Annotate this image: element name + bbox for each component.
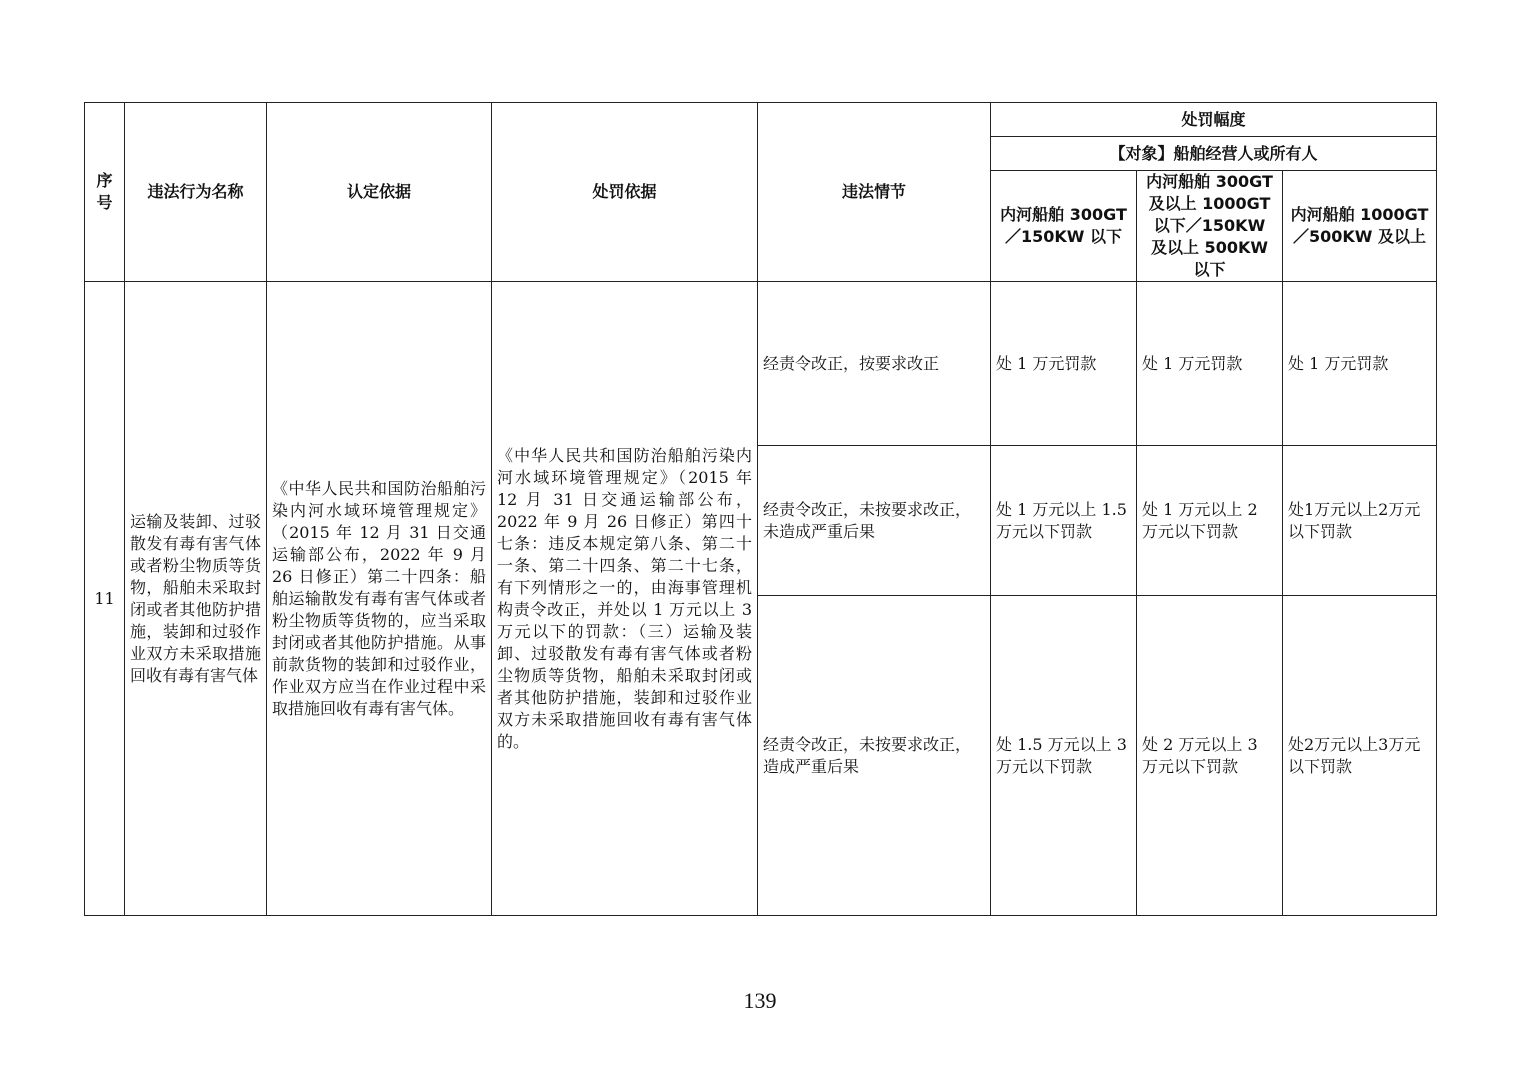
penalty-small-3: 处 1.5 万元以上 3 万元以下罚款 xyxy=(991,596,1137,916)
row-seq: 11 xyxy=(85,282,125,916)
circumstance-1: 经责令改正，按要求改正 xyxy=(758,282,991,446)
row-basis-penalty: 《中华人民共和国防治船舶污染内河水域环境管理规定》（2015 年 12 月 31 日交通运输部公布，2022 年 9 月 26 日修正）第四十七条：违反本规定第八条、第二十一条、第二十四条、第二十七条，有下列情形之一的，由海事管理机构责令改正，并处以 1 万元以上 3 万元以下的罚款：（三）运输及装卸、过驳散发有毒有害气体或者粉尘物质等货物，船舶未采取封闭或者其他防护措施，装卸和过驳作业双方未采取措施回收有毒有害气体的。 xyxy=(492,282,758,916)
circumstance-3: 经责令改正，未按要求改正，造成严重后果 xyxy=(758,596,991,916)
penalty-small-1: 处 1 万元罚款 xyxy=(991,282,1137,446)
header-circumstance: 违法情节 xyxy=(758,103,991,282)
circumstance-2: 经责令改正，未按要求改正，未造成严重后果 xyxy=(758,446,991,596)
header-col-mid: 内河船舶 300GT 及以上 1000GT 以下／150KW 及以上 500KW 以下 xyxy=(1137,171,1283,282)
row-name: 运输及装卸、过驳散发有毒有害气体或者粉尘物质等货物，船舶未采取封闭或者其他防护措施，装卸和过驳作业双方未采取措施回收有毒有害气体 xyxy=(125,282,267,916)
penalty-small-2: 处 1 万元以上 1.5 万元以下罚款 xyxy=(991,446,1137,596)
header-basis-penalty: 处罚依据 xyxy=(492,103,758,282)
penalty-mid-1: 处 1 万元罚款 xyxy=(1137,282,1283,446)
penalty-mid-2: 处 1 万元以上 2 万元以下罚款 xyxy=(1137,446,1283,596)
header-name: 违法行为名称 xyxy=(125,103,267,282)
header-col-large: 内河船舶 1000GT／500KW 及以上 xyxy=(1283,171,1437,282)
header-range: 处罚幅度 xyxy=(991,103,1437,137)
row-basis-identify: 《中华人民共和国防治船舶污染内河水域环境管理规定》（2015 年 12 月 31 日交通运输部公布，2022 年 9 月 26 日修正）第二十四条：船舶运输散发有毒有害气体或者粉尘物质等货物的，应当采取封闭或者其他防护措施。从事前款货物的装卸和过驳作业，作业双方应当在作业过程中采取措施回收有毒有害气体。 xyxy=(267,282,492,916)
header-target: 【对象】船舶经营人或所有人 xyxy=(991,137,1437,171)
penalty-large-1: 处 1 万元罚款 xyxy=(1283,282,1437,446)
header-col-small: 内河船舶 300GT／150KW 以下 xyxy=(991,171,1137,282)
penalty-mid-3: 处 2 万元以上 3 万元以下罚款 xyxy=(1137,596,1283,916)
penalty-large-3: 处2万元以上3万元以下罚款 xyxy=(1283,596,1437,916)
page-number: 139 xyxy=(743,988,777,1013)
penalty-table xyxy=(84,102,1437,916)
header-seq: 序号 xyxy=(85,103,125,282)
penalty-large-2: 处1万元以上2万元以下罚款 xyxy=(1283,446,1437,596)
header-basis-identify: 认定依据 xyxy=(267,103,492,282)
